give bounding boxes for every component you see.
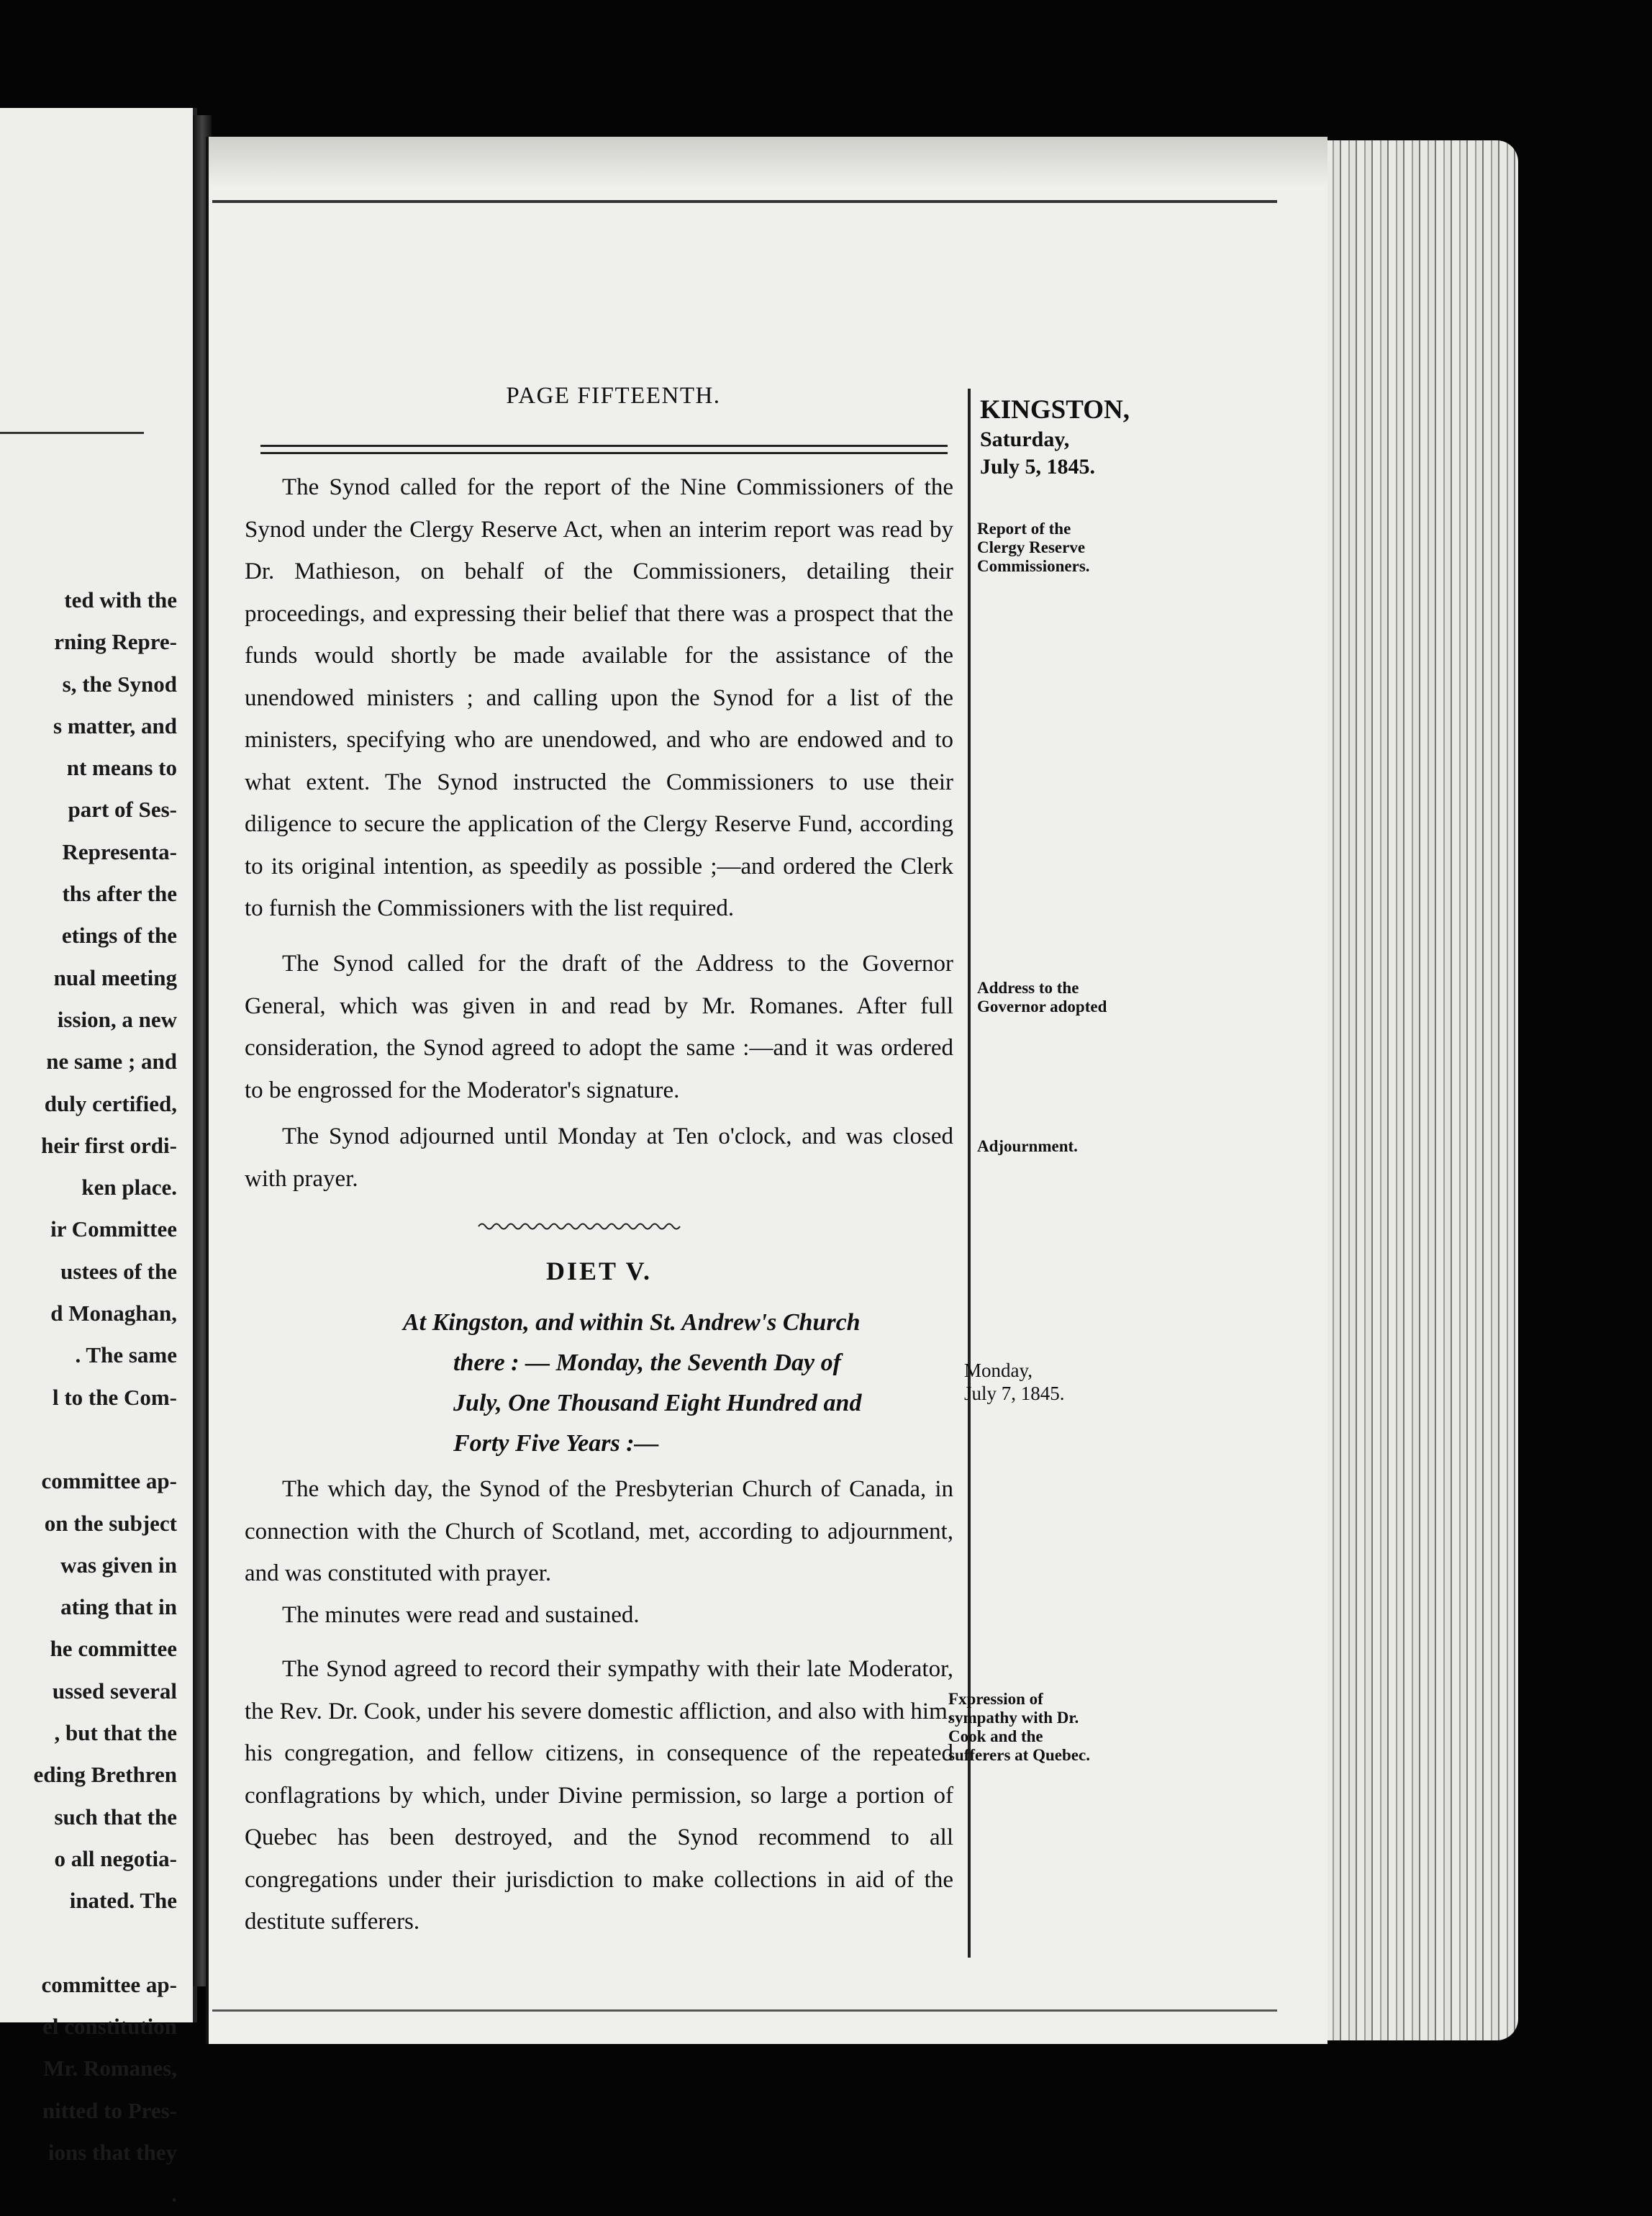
left-page-line — [33, 1922, 177, 1964]
left-page-line: ussed several — [52, 1678, 177, 1704]
section-ornament — [478, 1221, 684, 1231]
margin-date: July 5, 1845. — [980, 455, 1096, 479]
left-facing-page — [0, 108, 197, 2207]
left-page-line: eding Brethren — [33, 1762, 177, 1788]
margin-date-header — [980, 394, 1130, 481]
left-page-line: . — [171, 2181, 177, 2207]
paragraph-address-governor: The Synod called for the draft of the Address to the Governor General, which was given in and read by Mr. Romanes. After full consideration, the Synod agreed to adopt the same :—and it was ordered to be engrossed for the Moderator's signature. — [245, 951, 953, 1103]
page-top-shade — [209, 137, 1328, 187]
left-page-line: etings of the — [61, 923, 177, 949]
page-frame-bottom — [212, 2009, 1277, 2012]
left-page-line: nitted to Pres- — [42, 2097, 177, 2123]
left-page-line — [33, 1419, 177, 1460]
paragraph-synod-met: The which day, the Synod of the Presbyterian Church of Canada, in connection with the Church of Scotland, met, according to adjournment, and was constituted with prayer. — [245, 1476, 953, 1586]
paragraph-sympathy: The Synod agreed to record their sympathy with their late Moderator, the Rev. Dr. Cook, under his severe domestic affliction, and also with him, his congregation, and fellow citizens, in consequence of the repeated conflagrations by which, under Divine permission, so large a portion of Quebec has been destroyed, and the Synod recommend to all congregations under their jurisdiction to make collections in aid of the destitute sufferers. — [245, 1656, 953, 1935]
margin-note-sympathy: Fxpression of sympathy with Dr. Cook and the sufferers at Quebec. — [948, 1690, 1090, 1764]
left-page-line: rning Repre- — [54, 629, 177, 655]
left-page-line: o all negotia- — [54, 1845, 177, 1871]
margin-monday — [964, 1359, 1065, 1405]
place-line-2: there : — Monday, the Seventh Day of — [453, 1349, 841, 1376]
left-page-line: nual meeting — [53, 964, 177, 990]
left-page-line: s, the Synod — [62, 671, 177, 697]
left-page-line: ission, a new — [57, 1006, 177, 1032]
left-page-line: ted with the — [64, 587, 177, 612]
paragraph-minutes: The minutes were read and sustained. — [282, 1602, 640, 1628]
header-rule-1 — [260, 445, 948, 447]
left-page-line: ustees of the — [60, 1258, 177, 1284]
place-line-4: Forty Five Years :— — [453, 1430, 659, 1457]
left-page-line: heir first ordi- — [41, 1132, 177, 1158]
left-page-line: ken place. — [81, 1175, 177, 1200]
left-page-line: ating that in — [60, 1594, 177, 1620]
left-page-line: nt means to — [66, 755, 177, 781]
left-page-line: ths after the — [62, 881, 177, 907]
sederunt-place-date — [403, 1303, 950, 1464]
left-page-line: was given in — [60, 1552, 177, 1578]
place-line-3: July, One Thousand Eight Hundred and — [453, 1390, 862, 1416]
margin-day: Saturday, — [980, 428, 1070, 451]
left-page-line: part of Ses- — [68, 797, 177, 823]
left-page-line: inated. The — [69, 1888, 177, 1914]
left-page-line: committee ap- — [41, 1971, 177, 1997]
left-page-line: Mr. Romanes, — [43, 2056, 177, 2081]
paragraph-adjournment: The Synod adjourned until Monday at Ten o'clock, and was closed with prayer. — [245, 1123, 953, 1192]
left-page-line: such that the — [54, 1804, 177, 1830]
left-page-line: committee ap- — [41, 1468, 177, 1494]
diet-heading: DIET V. — [545, 1257, 653, 1285]
left-page-line: on the subject — [44, 1510, 177, 1536]
left-page-line: s matter, and — [53, 713, 177, 738]
left-page-line: el constitution — [42, 2014, 177, 2040]
place-line-1: At Kingston, and within St. Andrew's Church — [403, 1309, 861, 1336]
left-page-line: . The same — [75, 1342, 177, 1368]
left-page-rule — [0, 432, 144, 434]
margin-monday-date: July 7, 1845. — [964, 1383, 1065, 1404]
left-page-line: , but that the — [54, 1720, 177, 1746]
margin-note-report: Report of the Clergy Reserve Commissioners. — [977, 520, 1090, 575]
left-page-line: d Monaghan, — [50, 1301, 177, 1326]
left-page-line: Representa- — [62, 838, 177, 864]
left-page-text — [33, 579, 177, 2216]
paragraph-clergy-reserve-report: The Synod called for the report of the Nine Commissioners of the Synod under the Clergy Reserve Act, when an interim report was read by Dr. Mathieson, on behalf of the Commissioners, detailing their proceedings, and expressing their belief that there was a prospect that the funds would shortly be made available for the assistance of the unendowed ministers ; and calling upon the Synod for a list of the ministers, specifying who are unendowed, and who are endowed and to what extent. The Synod instructed the Commissioners to use their diligence to secure the application of the Clergy Reserve Fund, according to its original intention, as speedily as possible ;—and ordered the Clerk to furnish the Commissioners with the list required. — [245, 474, 953, 921]
margin-place: KINGSTON, — [980, 395, 1130, 425]
running-head: PAGE FIFTEENTH. — [506, 383, 721, 409]
margin-monday-day: Monday, — [964, 1360, 1032, 1381]
header-rule-2 — [260, 452, 948, 454]
left-page-line: ne same ; and — [46, 1049, 177, 1075]
margin-note-address: Address to the Governor adopted — [977, 979, 1107, 1016]
page-frame-top — [212, 200, 1277, 203]
left-page-line: duly certified, — [44, 1090, 177, 1116]
left-page-line: l to the Com- — [52, 1384, 177, 1410]
left-page-line: ir Committee — [50, 1216, 177, 1242]
page-edges — [1310, 140, 1518, 2040]
left-page-line: ions that they — [47, 2139, 177, 2165]
left-page-line: he committee — [50, 1636, 177, 1662]
margin-note-adjournment: Adjournment. — [977, 1137, 1078, 1155]
